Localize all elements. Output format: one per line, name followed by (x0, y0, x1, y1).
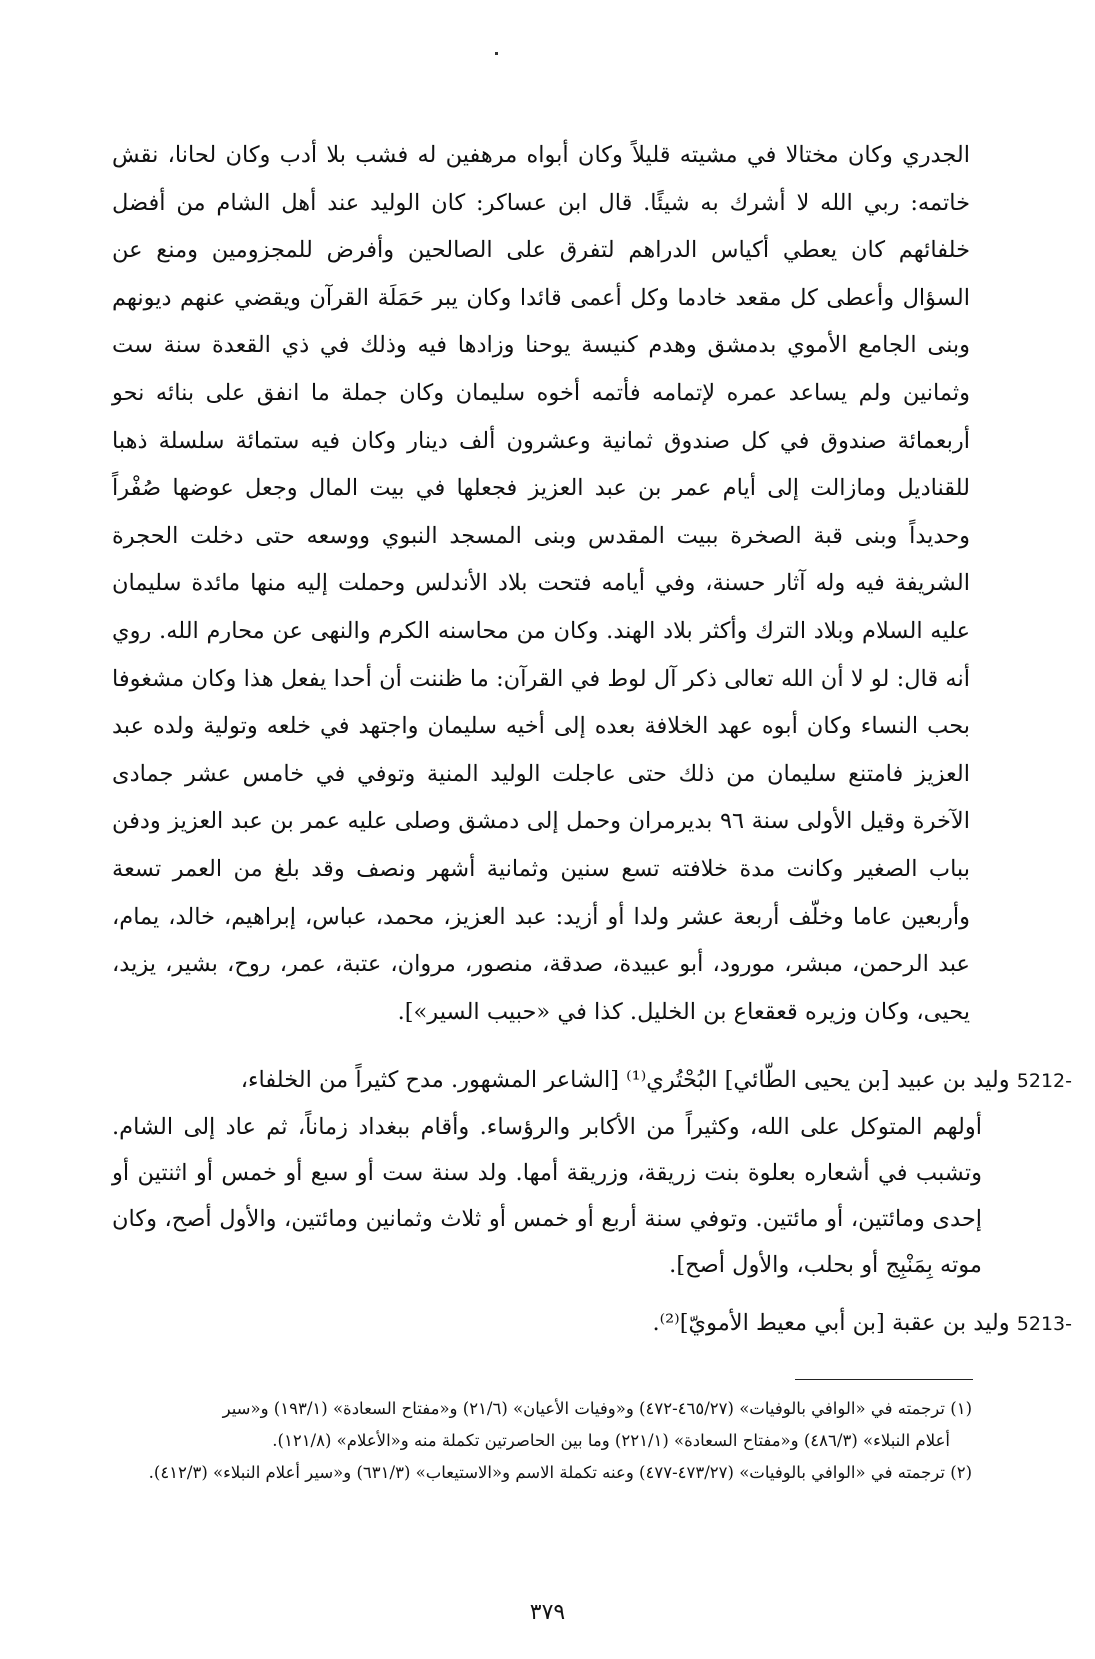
page-number: ٣٧٩ (529, 1600, 566, 1625)
entry-5212-first-line (112, 1057, 1072, 1104)
body-paragraph: الجدري وكان مختالا في مشيته قليلاً وكان أبواه مرهفين له فشب بلا أدب وكان لحانا، نقش خاتمه: ربي الله لا أشرك به شيئًا. قال ابن عساكر: كان الوليد عند أهل الشام من أفضل خلفائهم كان يعطي أكياس الدراهم لتفرق على الصالحين وأفرض للمجزومين ومنع عن السؤال وأعطى كل مقعد خادما وكل أعمى قائدا وكان يبر حَمَلَة القرآن ويقضي عنهم ديونهم وبنى الجامع الأموي بدمشق وهدم كنيسة يوحنا وزادها فيه وذلك في ذي القعدة سنة ست وثمانين ولم يساعد عمره لإتمامه فأتمه أخوه سليمان وكان جملة ما انفق على بنائه نحو أربعمائة صندوق في كل صندوق ثمانية وعشرون ألف دينار وكان فيه ستمائة سلسلة ذهبا للقناديل ومازالت إلى أيام عمر بن عبد العزيز فجعلها في بيت المال وجعل عوضها صُفْراً وحديداً وبنى قبة الصخرة ببيت المقدس وبنى المسجد النبوي ووسعه حتى دخلت الحجرة الشريفة فيه وله آثار حسنة، وفي أيامه فتحت بلاد الأندلس وحملت إليه منها مائدة سليمان عليه السلام وبلاد الترك وأكثر بلاد الهند. وكان من محاسنه الكرم والنهى عن محارم الله. روي أنه قال: لو لا أن الله تعالى ذكر آل لوط في القرآن: ما ظننت أن أحدا يفعل هذا وكان مشغوفا بحب النساء وكان أبوه عهد الخلافة بعده إلى أخيه سليمان واجتهد في خلعه وتولية ولده عبد العزيز فامتنع سليمان من ذلك حتى عاجلت الوليد المنية وتوفي في خامس عشر جمادى الآخرة وقيل الأولى سنة ٩٦ بديرمران وحمل إلى دمشق وصلى عليه عمر بن عبد العزيز ودفن بباب الصغير وكانت مدة خلافته تسع سنين وثمانية أشهر ونصف وقد بلغ من العمر تسعة وأربعين عاما وخلّف أربعة عشر ولدا أو أزيد: عبد العزيز، محمد، عباس، إبراهيم، خالد، يمام، عبد الرحمن، مبشر، مورود، أبو عبيدة، صدقة، منصور، مروان، عتبة، عمر، روح، بشير، يزيد، يحيى، وكان وزيره قعقعاع بن الخليل. كذا في «حبيب السير»]. (112, 142, 970, 1025)
entry-5213-first-line (112, 1300, 1072, 1347)
entry-5212-text: أولهم المتوكل على الله، وكثيراً من الأكابر والرؤساء. وأقام ببغداد زماناً، ثم عاد إلى الشام. وتشبب في أشعاره بعلوة بنت زريقة، وزريقة أمها. ولد سنة ست أو سبع أو خمس أو اثنتين أو إحدى ومائتين، أو مائتين. وتوفي سنة أربع أو خمس أو ثلاث وثمانين ومائتين، والأول أصح، وكان موته بِمَنْبِج أو بحلب، والأول أصح]. (112, 1114, 982, 1278)
top-dot-mark (495, 52, 498, 55)
entry-5212-heading: وليد بن عبيد [بن يحيى الطّائي] البُحْتُري⁽¹⁾ [الشاعر المشهور. مدح كثيراً من الخلفاء، (240, 1067, 1010, 1093)
entry-5213-heading: وليد بن عقبة [بن أبي معيط الأمويّ]⁽²⁾. (652, 1310, 1010, 1336)
footnote-1-continuation: أعلام النبلاء» (٤٨٦/٣) و«مفتاح السعادة» (٢٢١/١) وما بين الحاصرتين تكملة منه و«الأعلام» (١٢١/٨). (272, 1431, 950, 1450)
footnote-1 (112, 1393, 972, 1457)
footnote-separator (795, 1379, 973, 1380)
entry-number: 5213- (1016, 1313, 1072, 1335)
footnote-2 (112, 1457, 972, 1489)
footnotes (112, 1393, 972, 1489)
footnote-1-first-line: (١) ترجمته في «الوافي بالوفيات» (٤٦٥/٢٧-٤٧٢) و«وفيات الأعيان» (٢١/٦) و«مفتاح السعادة» (١٩٣/١) و«سير (222, 1399, 972, 1418)
entry-5212 (112, 1057, 1072, 1288)
entry-5213 (112, 1300, 1072, 1347)
footnote-2-first-line: (٢) ترجمته في «الوافي بالوفيات» (٤٧٣/٢٧-٤٧٧) وعنه تكملة الاسم و«الاستيعاب» (٦٣١/٣) و«سير أعلام النبلاء» (٤١٢/٣). (148, 1463, 972, 1482)
entry-number: 5212- (1016, 1070, 1072, 1092)
